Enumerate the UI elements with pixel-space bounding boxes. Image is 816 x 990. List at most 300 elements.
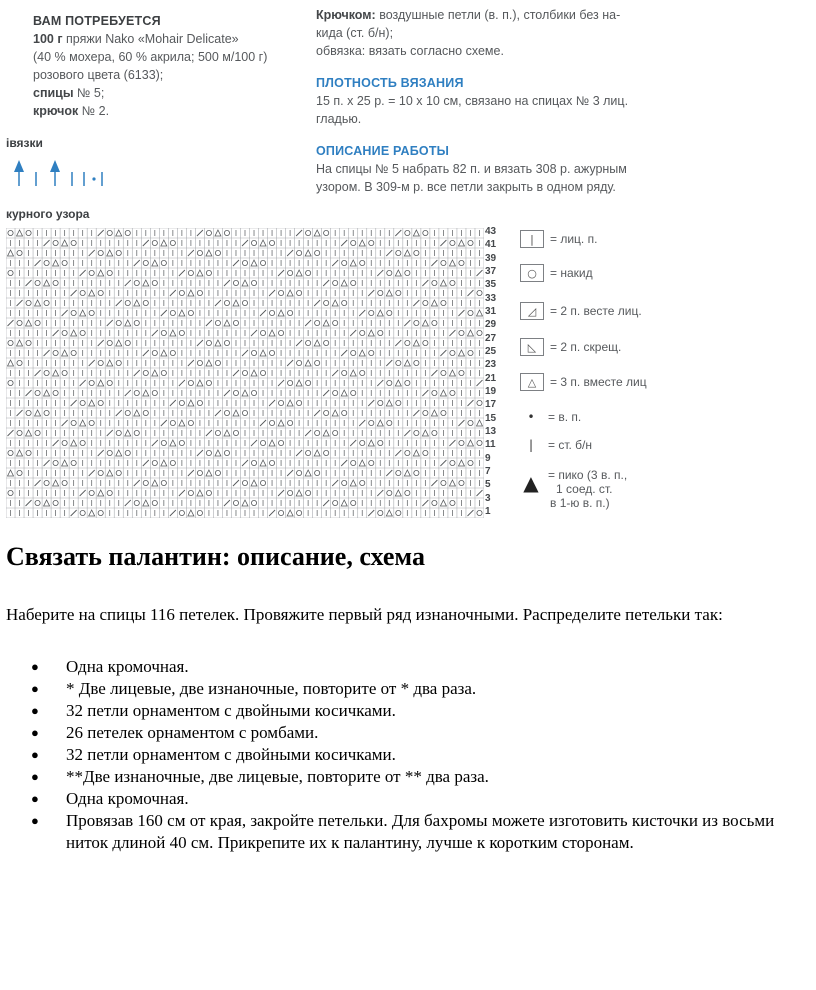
work-line-2: узором. В 309-м р. все петли закрыть в одном ряду.	[316, 180, 616, 194]
row-number: 37	[485, 266, 497, 277]
yarn-over-mark	[17, 250, 22, 255]
yarn-over-mark	[423, 450, 428, 455]
legend-ch-label: = в. п.	[548, 410, 582, 424]
yarn-over-mark	[44, 370, 49, 375]
yarn-over-mark	[224, 230, 229, 235]
row-number: 23	[485, 359, 497, 371]
k3tog-mark	[449, 260, 455, 266]
bullet-icon: ●	[31, 725, 39, 740]
yarn-over-mark	[215, 360, 220, 365]
yarn-over-mark	[369, 420, 374, 425]
yarn-amount: 100 г	[33, 32, 63, 46]
k2tog-mark	[278, 490, 284, 496]
k2tog-mark	[431, 260, 437, 266]
k2tog-mark	[359, 310, 365, 316]
yarn-over-mark	[333, 280, 338, 285]
yarn-over-mark	[242, 260, 247, 265]
k3tog-mark	[251, 480, 257, 486]
k2tog-mark	[125, 500, 131, 506]
list-item	[6, 788, 796, 810]
k3tog-mark	[467, 440, 473, 446]
k3tog-mark	[224, 320, 230, 326]
article-intro: Наберите на спицы 116 петелек. Провяжите первый ряд изнаночными. Распределите петельки так:	[6, 605, 723, 624]
k2tog-icon: ◿	[520, 302, 544, 320]
k2tog-mark	[206, 430, 212, 436]
k3tog-mark	[116, 230, 122, 236]
k3tog-mark	[431, 300, 437, 306]
k3tog-mark	[350, 480, 356, 486]
k2tog-mark	[143, 240, 149, 246]
k2tog-mark	[323, 280, 329, 286]
k2tog-mark	[377, 490, 383, 496]
k3tog-mark	[341, 280, 347, 286]
yarn-over-mark	[251, 240, 256, 245]
k2tog-mark	[476, 490, 482, 496]
list-item	[6, 656, 796, 678]
list-item	[6, 700, 796, 722]
yarn-over-mark	[161, 260, 166, 265]
yarn-over-mark	[143, 260, 148, 265]
legend-knit	[520, 230, 597, 248]
yarn-over-mark	[98, 400, 103, 405]
yarn-over-mark	[387, 270, 392, 275]
k2tog-mark	[143, 460, 149, 466]
k2tog-mark	[17, 410, 23, 416]
k3tog-mark	[305, 470, 311, 476]
k3tog-mark	[359, 460, 365, 466]
yarn-over-mark	[360, 260, 365, 265]
k2tog-mark	[449, 330, 455, 336]
yarn-over-mark	[369, 460, 374, 465]
yarn-over-mark	[125, 450, 130, 455]
k2tog-mark	[53, 330, 59, 336]
k2tog-mark	[422, 390, 428, 396]
yarn-over-mark	[62, 370, 67, 375]
yarn-over-mark	[414, 430, 419, 435]
yarn-over-mark	[170, 460, 175, 465]
k2tog-mark	[251, 440, 257, 446]
crochet-line-3: обвязка: вязать согласно схеме.	[316, 44, 504, 58]
yarn-over-mark	[269, 460, 274, 465]
yarn-over-mark	[297, 510, 302, 515]
yarn-over-mark	[360, 370, 365, 375]
instructions-block	[316, 6, 666, 196]
k3tog-mark	[314, 340, 320, 346]
k2tog-mark	[422, 280, 428, 286]
k2tog-mark	[134, 260, 140, 266]
k3tog-mark	[278, 420, 284, 426]
k2tog-mark	[332, 260, 338, 266]
yarn-over-mark	[125, 340, 130, 345]
yarn-over-mark	[134, 430, 139, 435]
k3tog-mark	[251, 260, 257, 266]
yarn-over-mark	[405, 230, 410, 235]
k3tog-mark	[26, 320, 32, 326]
yarn-over-mark	[414, 320, 419, 325]
chart-heading-fragment: курного узора	[6, 207, 90, 221]
k3tog-mark	[458, 460, 464, 466]
k2tog-mark	[143, 350, 149, 356]
k2tog-mark	[440, 350, 446, 356]
k2tog-mark	[116, 300, 122, 306]
k2tog-mark	[197, 340, 203, 346]
yarn-over-mark	[459, 330, 464, 335]
article	[6, 540, 796, 854]
row-number: 43	[485, 226, 497, 237]
yarn-over-mark	[224, 410, 229, 415]
k2tog-mark	[242, 350, 248, 356]
yarn-over-mark	[188, 380, 193, 385]
k2tog-mark	[467, 290, 473, 296]
legend-sc	[520, 438, 592, 452]
k2tog-mark	[296, 450, 302, 456]
k3tog-mark	[440, 390, 446, 396]
k2tog-mark	[197, 450, 203, 456]
k3tog-mark	[98, 270, 104, 276]
list-item	[6, 744, 796, 766]
list-item	[6, 678, 796, 700]
yarn-over-mark	[89, 420, 94, 425]
yarn-over-mark	[224, 340, 229, 345]
k2tog-mark	[269, 510, 275, 516]
k2tog-mark	[197, 230, 203, 236]
k3tog-mark	[359, 240, 365, 246]
yarn-over-mark	[143, 370, 148, 375]
yarn-over-mark	[125, 230, 130, 235]
crochet-label: Крючком:	[316, 8, 376, 22]
yarn-name: пряжи Nako «Mohair Delicate»	[66, 32, 239, 46]
yarn-over-mark	[53, 390, 58, 395]
yarn-over-mark	[152, 350, 157, 355]
yarn-over-mark	[125, 300, 130, 305]
k3tog-icon: △	[520, 373, 544, 391]
k3tog-mark	[80, 420, 86, 426]
yarn-over-mark	[251, 350, 256, 355]
yarn-over-mark	[80, 290, 85, 295]
yarn-over-mark	[179, 290, 184, 295]
yarn-over-mark	[152, 500, 157, 505]
k3tog-mark	[107, 250, 113, 256]
row-number: 35	[485, 279, 497, 291]
yarn-over-mark	[306, 270, 311, 275]
yarn-over-mark	[342, 260, 347, 265]
yarn-over-mark	[441, 370, 446, 375]
yarn-over-mark	[26, 300, 31, 305]
k2tog-mark	[188, 470, 194, 476]
k3tog-mark	[467, 330, 473, 336]
k2tog-mark	[359, 420, 365, 426]
row-number: 31	[485, 306, 497, 317]
yarn-over-mark	[468, 310, 473, 315]
yarn-over-mark	[287, 380, 292, 385]
k3tog-mark	[233, 300, 239, 306]
work-line-1: На спицы № 5 набрать 82 п. и вязать 308 р. ажурным	[316, 162, 627, 176]
yarn-over-mark	[152, 390, 157, 395]
k3tog-mark	[8, 250, 14, 256]
list-item	[6, 810, 796, 854]
k3tog-mark	[98, 490, 104, 496]
row-number: 15	[485, 412, 497, 424]
yarn-over-mark	[477, 440, 482, 445]
yarn-over-mark	[396, 250, 401, 255]
yarn-over-mark	[161, 480, 166, 485]
yarn-over-mark	[441, 410, 446, 415]
bullet-icon: ●	[31, 791, 39, 806]
k3tog-mark	[260, 240, 266, 246]
k2tog-mark	[125, 390, 131, 396]
k3tog-mark	[215, 340, 221, 346]
k3tog-mark	[377, 420, 383, 426]
density-line-2: гладью.	[316, 112, 362, 126]
yarn-over-mark	[405, 450, 410, 455]
k3tog-mark	[197, 490, 203, 496]
k3tog-mark	[242, 390, 248, 396]
k2tog-mark	[233, 370, 239, 376]
k3tog-mark	[233, 410, 239, 416]
k2tog-mark	[242, 460, 248, 466]
yarn-over-mark	[278, 440, 283, 445]
k2tog-mark	[53, 440, 59, 446]
yarn-over-mark	[107, 490, 112, 495]
k2tog-mark	[476, 270, 482, 276]
row-number: 5	[485, 479, 491, 491]
k3tog-mark	[206, 250, 212, 256]
k3tog-mark	[422, 430, 428, 436]
k3tog-mark	[278, 310, 284, 316]
k3tog-mark	[143, 390, 149, 396]
k2tog-mark	[179, 380, 185, 386]
yarn-over-mark	[477, 400, 482, 405]
k2tog-mark	[35, 370, 41, 376]
k2tog-mark	[278, 270, 284, 276]
yarn-over-mark	[251, 390, 256, 395]
yarn-over-mark	[197, 290, 202, 295]
yarn-over-mark	[116, 360, 121, 365]
legend-ssk	[520, 338, 621, 356]
k3tog-mark	[287, 290, 293, 296]
yarn-over-mark	[89, 270, 94, 275]
k2tog-mark	[17, 300, 23, 306]
yarn-over-mark	[315, 430, 320, 435]
yarn-over-mark	[206, 450, 211, 455]
yarn-over-mark	[477, 510, 482, 515]
k3tog-mark	[260, 460, 266, 466]
yarn-over-mark	[98, 250, 103, 255]
yarn-over-mark	[80, 330, 85, 335]
yarn-over-mark	[278, 330, 283, 335]
k3tog-mark	[368, 440, 374, 446]
k3tog-mark	[368, 330, 374, 336]
k2tog-mark	[188, 360, 194, 366]
row-number: 33	[485, 292, 497, 304]
k2tog-mark	[395, 230, 401, 236]
k3tog-mark	[422, 320, 428, 326]
k2tog-mark	[152, 330, 158, 336]
yarn-over-mark	[432, 390, 437, 395]
yarn-over-mark	[297, 400, 302, 405]
k2tog-mark	[179, 490, 185, 496]
yarn-over-mark	[53, 240, 58, 245]
k2tog-mark	[422, 500, 428, 506]
yarn-over-mark	[378, 400, 383, 405]
k2tog-mark	[386, 360, 392, 366]
k3tog-mark	[179, 420, 185, 426]
k3tog-mark	[314, 230, 320, 236]
k2tog-mark	[161, 420, 167, 426]
k2tog-mark	[62, 310, 68, 316]
needles-line	[33, 84, 298, 102]
yarn-over-mark	[432, 430, 437, 435]
k3tog-mark	[161, 350, 167, 356]
k3tog-mark	[377, 310, 383, 316]
yarn-over-mark	[17, 470, 22, 475]
yarn-over-mark	[396, 470, 401, 475]
k2tog-mark	[314, 300, 320, 306]
k3tog-mark	[242, 500, 248, 506]
yarn-over-mark	[197, 360, 202, 365]
k3tog-mark	[206, 360, 212, 366]
yarn-over-mark	[324, 340, 329, 345]
knitting-chart	[6, 228, 484, 518]
chart-stitch-symbols	[8, 230, 483, 516]
legend-picot-line-3: в 1-ю в. п.)	[550, 496, 610, 510]
k2tog-mark	[8, 430, 14, 436]
legend-ssk-label: = 2 п. скрещ.	[550, 340, 622, 354]
k2tog-mark	[89, 250, 95, 256]
yarn-over-mark	[62, 440, 67, 445]
k2tog-mark	[377, 270, 383, 276]
yarn-line	[33, 30, 298, 48]
k3tog-mark	[44, 500, 50, 506]
k2tog-mark	[386, 250, 392, 256]
k3tog-mark	[440, 500, 446, 506]
k2tog-mark	[233, 480, 239, 486]
yarn-over-mark	[152, 240, 157, 245]
yarn-over-mark	[269, 350, 274, 355]
k2tog-mark	[89, 470, 95, 476]
yarn-over-mark	[432, 280, 437, 285]
yarn-over-mark	[197, 250, 202, 255]
k3tog-mark	[53, 260, 59, 266]
yarn-over-mark	[188, 420, 193, 425]
yarn-over-mark	[278, 290, 283, 295]
yarn-over-mark	[107, 270, 112, 275]
yarn-over-mark	[89, 490, 94, 495]
yarn-over-mark	[306, 230, 311, 235]
bullet-icon: ●	[31, 769, 39, 784]
yarn-over-mark	[477, 290, 482, 295]
k2tog-mark	[260, 310, 266, 316]
k3tog-mark	[386, 290, 392, 296]
yarn-over-mark	[468, 420, 473, 425]
row-number: 25	[485, 346, 497, 357]
yarn-over-mark	[324, 300, 329, 305]
bullet-icon: ●	[31, 681, 39, 696]
k3tog-mark	[143, 500, 149, 506]
legend-yo-label: = накид	[550, 266, 593, 280]
k3tog-mark	[332, 300, 338, 306]
k2tog-mark	[125, 280, 131, 286]
yarn-over-mark	[8, 230, 13, 235]
k3tog-mark	[341, 390, 347, 396]
k2tog-mark	[80, 490, 86, 496]
yarn-over-mark	[53, 350, 58, 355]
yarn-over-mark	[477, 330, 482, 335]
k3tog-mark	[413, 340, 419, 346]
yarn-over-mark	[242, 300, 247, 305]
k2tog-mark	[71, 510, 77, 516]
yarn-over-mark	[378, 330, 383, 335]
yarn-over-mark	[143, 480, 148, 485]
yarn-over-mark	[152, 460, 157, 465]
k2tog-mark	[368, 400, 374, 406]
k2tog-mark	[179, 270, 185, 276]
yarn-over-mark	[206, 230, 211, 235]
k3tog-mark	[224, 430, 230, 436]
k3tog-mark	[53, 480, 59, 486]
yarn-over-mark	[170, 420, 175, 425]
yarn-over-mark	[116, 430, 121, 435]
k3tog-mark	[116, 450, 122, 456]
k2tog-mark	[350, 440, 356, 446]
edging-mini-chart	[10, 158, 110, 188]
materials-block	[33, 12, 298, 120]
yarn-over-mark	[269, 240, 274, 245]
yarn-over-mark	[396, 290, 401, 295]
k2tog-mark	[476, 380, 482, 386]
k2tog-mark	[233, 260, 239, 266]
legend-k2tog	[520, 302, 642, 320]
k3tog-mark	[386, 510, 392, 516]
yarn-over-mark	[35, 280, 40, 285]
crochet-line-2: кида (ст. б/н);	[316, 26, 394, 40]
k3tog-mark	[269, 440, 275, 446]
k3tog-mark	[89, 510, 95, 516]
yarn-over-mark	[71, 350, 76, 355]
k3tog-mark	[359, 350, 365, 356]
k3tog-mark	[341, 500, 347, 506]
yarn-over-mark	[287, 270, 292, 275]
k3tog-mark	[305, 250, 311, 256]
k3tog-mark	[125, 320, 131, 326]
k2tog-mark	[170, 510, 176, 516]
k3tog-mark	[152, 480, 158, 486]
yarn-over-mark	[351, 280, 356, 285]
yarn-over-mark	[26, 450, 31, 455]
yarn-over-mark	[107, 450, 112, 455]
k3tog-mark	[296, 490, 302, 496]
yarn-over-mark	[287, 420, 292, 425]
yarn-over-mark	[306, 340, 311, 345]
crochet-text-1: воздушные петли (в. п.), столбики без на-	[379, 8, 621, 22]
yarn-over-mark	[369, 310, 374, 315]
ch-mark	[92, 177, 95, 180]
k2tog-mark	[26, 500, 32, 506]
yarn-over-mark	[71, 420, 76, 425]
list-item-text: Одна кромочная.	[66, 789, 189, 808]
yarn-over-mark	[62, 260, 67, 265]
yarn-over-mark	[396, 510, 401, 515]
bullet-icon: ●	[31, 813, 39, 828]
yarn-over-mark	[315, 250, 320, 255]
k2tog-mark	[44, 350, 50, 356]
yarn-over-mark	[107, 230, 112, 235]
k2tog-mark	[296, 230, 302, 236]
yarn-over-mark	[224, 300, 229, 305]
yarn-over-mark	[116, 470, 121, 475]
k2tog-mark	[134, 480, 140, 486]
yarn-over-mark	[333, 390, 338, 395]
